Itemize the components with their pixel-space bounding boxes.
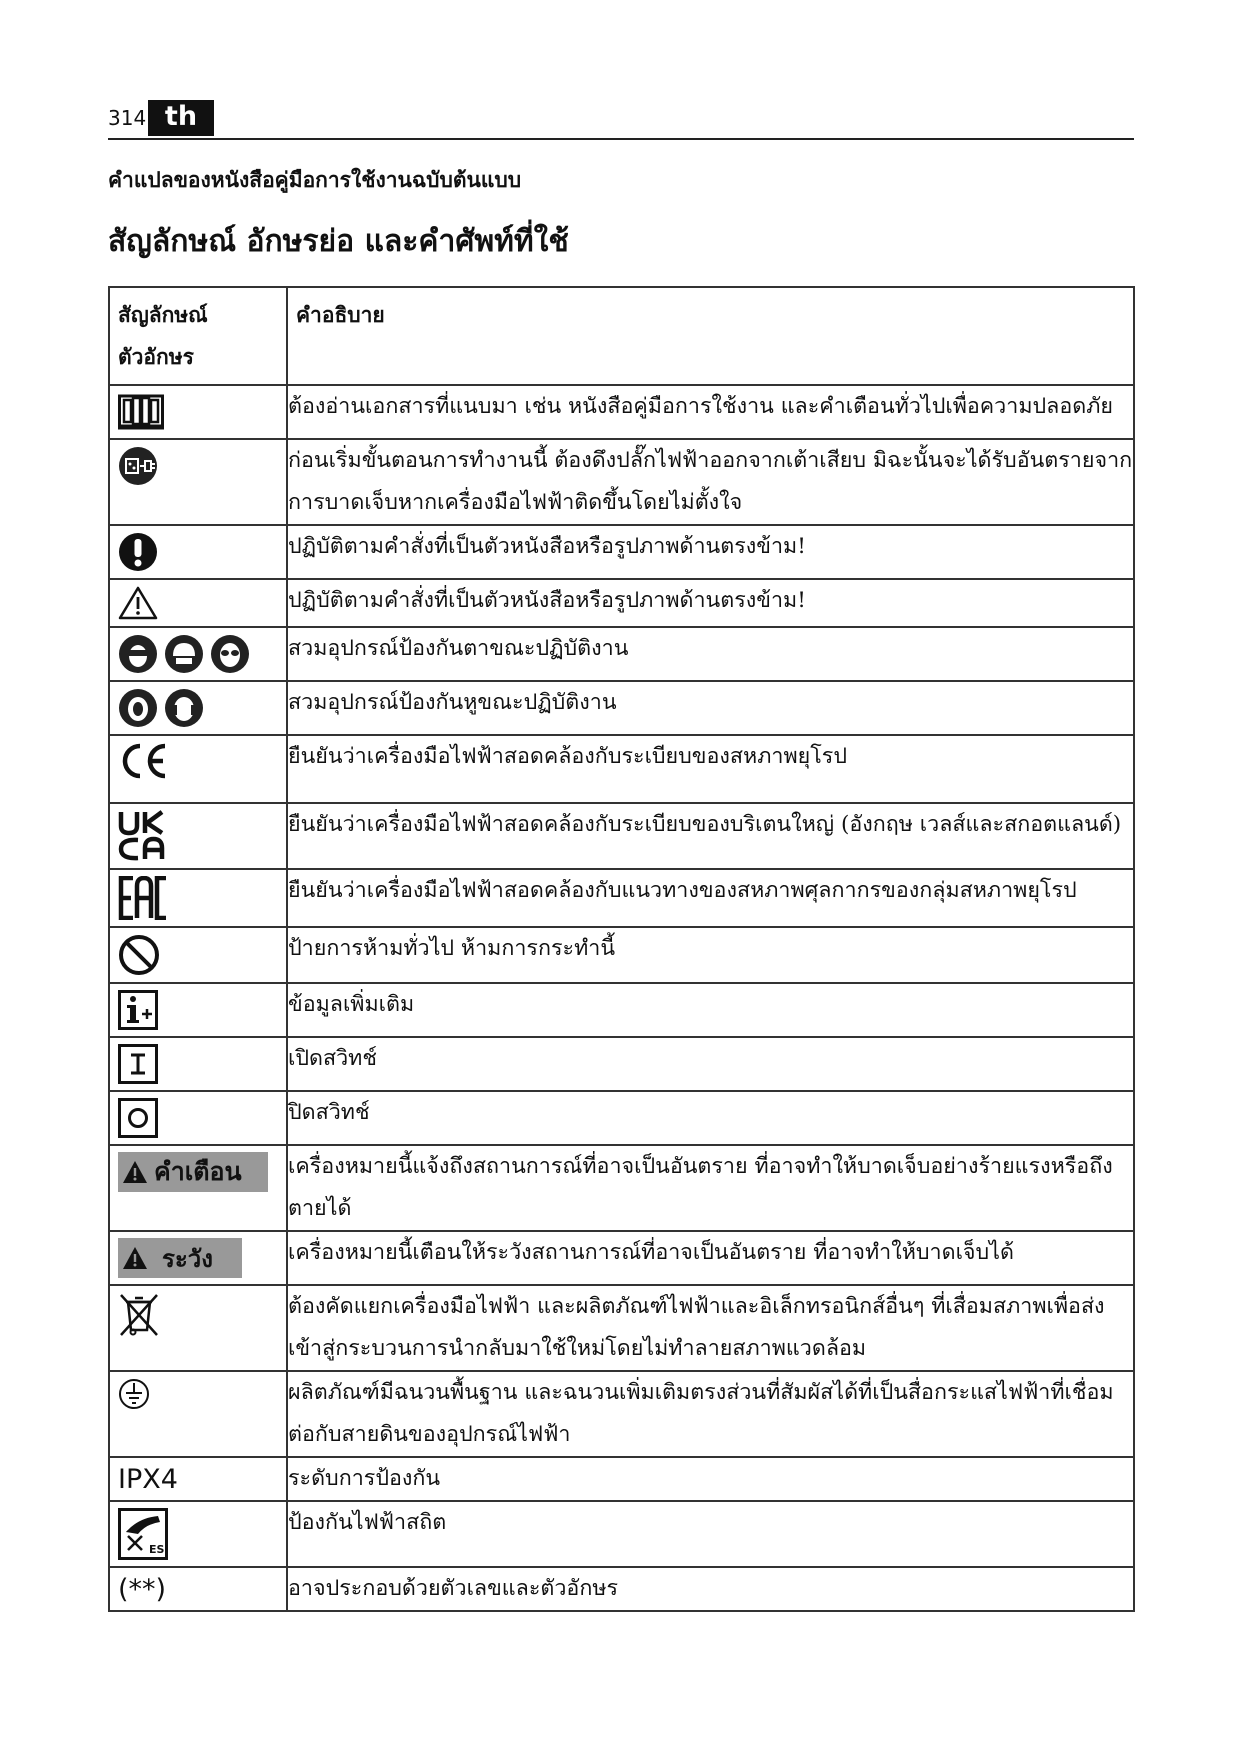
ce-mark-icon: [118, 742, 170, 780]
eye-protection-icons: [118, 634, 278, 674]
face-shield-icon: [118, 634, 158, 674]
row-description: ปฏิบัติตามคำสั่งที่เป็นตัวหนังสือหรือรูปภาพด้านตรงข้าม!: [287, 579, 1134, 627]
row-description: ต้องคัดแยกเครื่องมือไฟฟ้า และผลิตภัณฑ์ไฟฟ้าและอิเล็กทรอนิกส์อื่นๆ ที่เสื่อมสภาพเพื่อส่งเข้าสู่กระบวนการนำกลับมาใช้ใหม่โดยไม่ทำลายสภาพแวดล้อม: [287, 1285, 1134, 1371]
ear-protection-icons: [118, 688, 278, 728]
warning-triangle-icon: [122, 1160, 148, 1184]
symbols-table: [108, 286, 1135, 1612]
eac-mark-icon: [118, 876, 168, 920]
table-header-row: [109, 287, 1134, 385]
page-number: 314: [108, 106, 147, 130]
unplug-icon: [118, 446, 158, 486]
mandatory-exclamation-icon: [118, 532, 158, 572]
table-row: [109, 385, 1134, 439]
table-row: [109, 1145, 1134, 1231]
row-description: ยืนยันว่าเครื่องมือไฟฟ้าสอดคล้องกับแนวทางของสหภาพศุลกากรของกลุ่มสหภาพยุโรป: [287, 869, 1134, 927]
table-row: [109, 681, 1134, 735]
table-row: [109, 1037, 1134, 1091]
table-row: [109, 983, 1134, 1037]
book-icon: [118, 392, 164, 432]
table-row: [109, 1457, 1134, 1501]
warning-triangle-icon: [122, 1246, 148, 1270]
row-description: ปิดสวิทช์: [287, 1091, 1134, 1145]
row-description: ข้อมูลเพิ่มเติม: [287, 983, 1134, 1037]
row-description: เครื่องหมายนี้เตือนให้ระวังสถานการณ์ที่อาจเป็นอันตราย ที่อาจทำให้บาดเจ็บได้: [287, 1231, 1134, 1285]
table-row: [109, 869, 1134, 927]
switch-off-icon: [118, 1098, 158, 1138]
weee-bin-icon: [118, 1292, 160, 1338]
ear-protection-icon: [164, 688, 204, 728]
ip-rating-text: IPX4: [118, 1464, 178, 1495]
row-description: เครื่องหมายนี้แจ้งถึงสถานการณ์ที่อาจเป็นอันตราย ที่อาจทำให้บาดเจ็บอย่างร้ายแรงหรือถึงตายได้: [287, 1145, 1134, 1231]
caution-signal-icon: [118, 1238, 242, 1278]
translation-note: คำแปลของหนังสือคู่มือการใช้งานฉบับต้นแบบ: [108, 167, 522, 192]
safety-goggles-icon: [210, 634, 250, 674]
row-description: ป้องกันไฟฟ้าสถิต: [287, 1501, 1134, 1567]
helmet-goggles-icon: [164, 634, 204, 674]
row-description: ยืนยันว่าเครื่องมือไฟฟ้าสอดคล้องกับระเบียบของสหภาพยุโรป: [287, 735, 1134, 803]
table-row: [109, 525, 1134, 579]
table-row: [109, 1285, 1134, 1371]
table-row: [109, 1501, 1134, 1567]
esd-protection-icon: [118, 1508, 168, 1560]
language-tag: th: [148, 100, 214, 136]
row-description: เปิดสวิทช์: [287, 1037, 1134, 1091]
row-description: ก่อนเริ่มขั้นตอนการทำงานนี้ ต้องดึงปลั๊กไฟฟ้าออกจากเต้าเสียบ มิฉะนั้นจะได้รับอันตรายจากการบาดเจ็บหากเครื่องมือไฟฟ้าติดขึ้นโดยไม่ตั้งใจ: [287, 439, 1134, 525]
row-description: ป้ายการห้ามทั่วไป ห้ามการกระทำนี้: [287, 927, 1134, 983]
placeholder-symbol-text: (**): [118, 1574, 167, 1605]
table-row: [109, 439, 1134, 525]
table-row: [109, 927, 1134, 983]
row-description: ยืนยันว่าเครื่องมือไฟฟ้าสอดคล้องกับระเบียบของบริเตนใหญ่ (อังกฤษ เวลส์และสกอตแลนด์): [287, 803, 1134, 869]
prohibition-icon: [118, 934, 160, 976]
row-description: ปฏิบัติตามคำสั่งที่เป็นตัวหนังสือหรือรูปภาพด้านตรงข้าม!: [287, 525, 1134, 579]
warning-signal-icon: [118, 1152, 268, 1192]
ukca-mark-icon: [118, 810, 166, 862]
page-header: [108, 100, 1134, 140]
table-row: [109, 627, 1134, 681]
warning-signal-text: คำเตือน: [154, 1157, 242, 1186]
header-symbol: สัญลักษณ์ ตัวอักษร: [109, 287, 287, 385]
ear-muffs-icon: [118, 688, 158, 728]
header-description: คำอธิบาย: [287, 287, 1134, 385]
row-description: สวมอุปกรณ์ป้องกันตาขณะปฏิบัติงาน: [287, 627, 1134, 681]
table-row: [109, 1371, 1134, 1457]
info-plus-icon: [118, 990, 158, 1030]
protective-earth-icon: [118, 1378, 150, 1410]
row-description: ผลิตภัณฑ์มีฉนวนพื้นฐาน และฉนวนเพิ่มเติมตรงส่วนที่สัมผัสได้ที่เป็นสื่อกระแสไฟฟ้าที่เชื่อมต่อกับสายดินของอุปกรณ์ไฟฟ้า: [287, 1371, 1134, 1457]
row-description: สวมอุปกรณ์ป้องกันหูขณะปฏิบัติงาน: [287, 681, 1134, 735]
row-description: ระดับการป้องกัน: [287, 1457, 1134, 1501]
section-title: สัญลักษณ์ อักษรย่อ และคำศัพท์ที่ใช้: [108, 224, 569, 259]
row-description: อาจประกอบด้วยตัวเลขและตัวอักษร: [287, 1567, 1134, 1611]
table-row: [109, 1091, 1134, 1145]
table-row: [109, 579, 1134, 627]
table-row: [109, 1231, 1134, 1285]
esd-label: ES: [149, 1543, 165, 1556]
caution-signal-text: ระวัง: [162, 1244, 213, 1273]
table-row: [109, 803, 1134, 869]
table-row: [109, 1567, 1134, 1611]
warning-triangle-icon: [118, 586, 158, 620]
switch-on-icon: [118, 1044, 158, 1084]
row-description: ต้องอ่านเอกสารที่แนบมา เช่น หนังสือคู่มือการใช้งาน และคำเตือนทั่วไปเพื่อความปลอดภัย: [287, 385, 1134, 439]
table-row: [109, 735, 1134, 803]
